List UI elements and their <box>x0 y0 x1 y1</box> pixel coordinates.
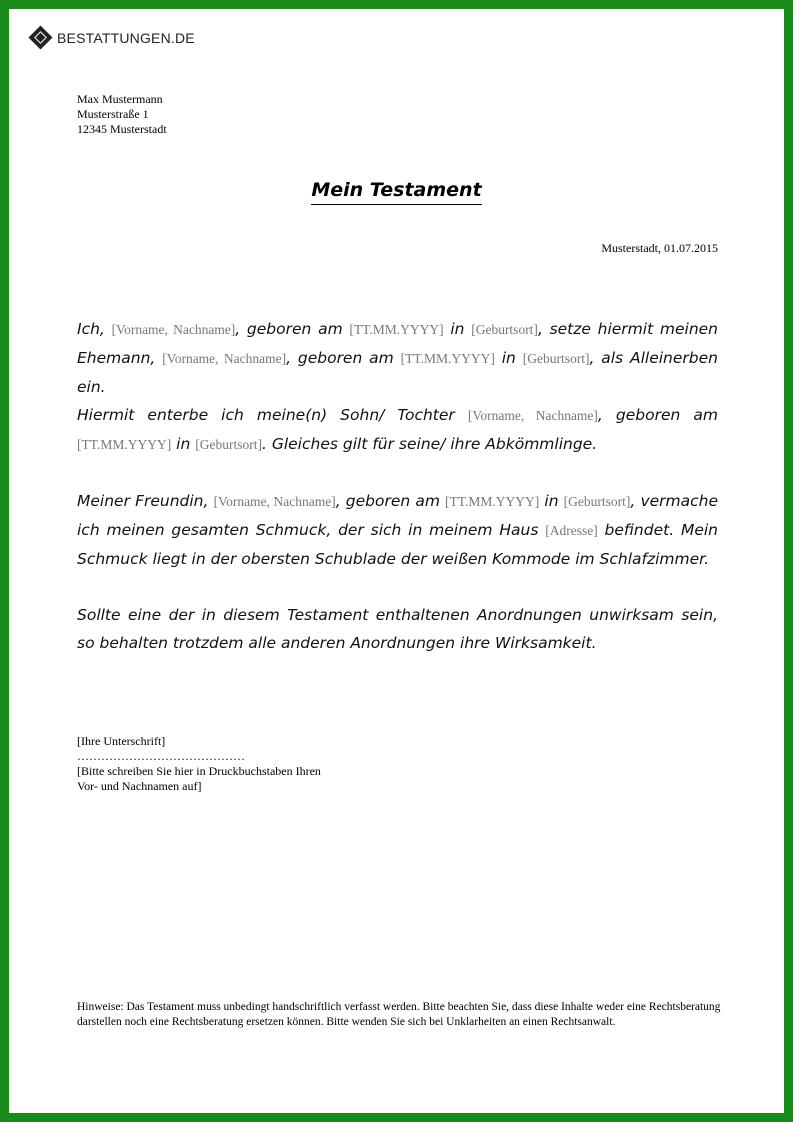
sender-city: 12345 Musterstadt <box>77 122 167 136</box>
placeholder-address: [Adresse] <box>545 523 598 538</box>
placeholder-date: [TT.MM.YYYY] <box>445 494 540 509</box>
signature-block <box>77 734 321 794</box>
text: in <box>539 492 564 510</box>
text: , als Alleinerben ein. <box>77 349 718 396</box>
text: , geboren am <box>335 492 446 510</box>
sender-name: Max Mustermann <box>77 92 163 106</box>
placeholder-name: [Vorname, Nachname] <box>467 408 598 423</box>
placeholder-name: [Vorname, Nachname] <box>111 322 236 337</box>
text: , setze hiermit meinen Ehemann, <box>77 320 719 367</box>
text: , geboren am <box>597 406 718 424</box>
text: in <box>494 349 523 367</box>
placeholder-name: [Vorname, Nachname] <box>213 494 336 509</box>
paragraph-bequest <box>77 487 718 573</box>
text: , geboren am <box>235 320 350 338</box>
text: . Gleiches gilt für seine/ ihre Abkömmlinge. <box>261 435 598 453</box>
sender-street: Musterstraße 1 <box>77 107 149 121</box>
text: , vermache ich meinen gesamten Schmuck, der sich in meinem Haus <box>77 492 719 539</box>
placeholder-name: [Vorname, Nachname] <box>162 351 287 366</box>
logo-icon <box>28 25 52 49</box>
testament-body <box>77 315 718 685</box>
placeholder-date: [TT.MM.YYYY] <box>400 351 495 366</box>
placeholder-birthplace: [Geburtsort] <box>563 494 631 509</box>
print-name-hint-1: [Bitte schreiben Sie hier in Druckbuchstaben Ihren <box>77 764 321 778</box>
text: Hiermit enterbe ich meine(n) Sohn/ Tochter <box>77 406 468 424</box>
document-page <box>9 9 784 1113</box>
text: in <box>171 435 196 453</box>
notes-disclaimer: Hinweise: Das Testament muss unbedingt handschriftlich verfasst werden. Bitte beachten Sie, dass diese Inhalte weder eine Rechtsberatung darstellen noch eine Rechtsberatung ersetzen können. Bitte wenden Sie sich bei Unklarheiten an einen Rechtsanwalt. <box>77 1001 721 1028</box>
placeholder-birthplace: [Geburtsort] <box>471 322 538 337</box>
text: , geboren am <box>286 349 401 367</box>
logo-text: BESTATTUNGEN.DE <box>57 29 195 46</box>
place-date: Musterstadt, 01.07.2015 <box>601 241 718 255</box>
paragraph-heirs <box>77 315 718 459</box>
text: Meiner Freundin, <box>77 492 214 510</box>
sender-address <box>77 92 167 137</box>
placeholder-date: [TT.MM.YYYY] <box>77 437 172 452</box>
signature-line: …………………………………… <box>77 749 245 763</box>
print-name-hint-2: Vor- und Nachnamen auf] <box>77 779 202 793</box>
document-title: Mein Testament <box>311 179 481 205</box>
logo <box>32 29 195 46</box>
placeholder-birthplace: [Geburtsort] <box>195 437 262 452</box>
signature-label: [Ihre Unterschrift] <box>77 734 166 748</box>
placeholder-date: [TT.MM.YYYY] <box>349 322 444 337</box>
text: Ich, <box>77 320 112 338</box>
text: in <box>443 320 472 338</box>
placeholder-birthplace: [Geburtsort] <box>522 351 590 366</box>
text: befindet. Mein Schmuck liegt in der obersten Schublade der weißen Kommode im Schlafzimmer. <box>77 521 718 568</box>
paragraph-severability: Sollte eine der in diesem Testament enthaltenen Anordnungen unwirksam sein, so behalten trotzdem alle anderen Anordnungen ihre Wirksamkeit. <box>77 606 718 652</box>
